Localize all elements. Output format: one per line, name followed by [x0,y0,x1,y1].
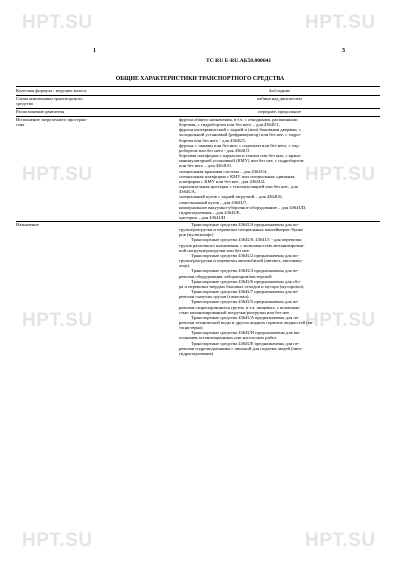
row-value: переднее, продольное [258,109,301,114]
purpose-line: гидроподъемник) [179,350,214,356]
purpose-line: стью механизированной погрузки/разгрузки или без нее. [179,309,291,315]
purpose-paragraph [179,222,380,237]
row-label: Назначение [16,222,39,227]
purpose-line: ревозки скоропортящихся грузов, в т.ч. пищевых, с возможно- [179,304,301,310]
purpose-paragraph [179,237,380,252]
row-value-paragraphs [179,222,380,356]
body-type-line: бортовая платформа с каркасом и тентом или без них, с крано- [179,153,302,159]
row-label: Расположение двигателя [16,109,65,114]
purpose-line: грузки/разгрузки и перевозки автомобилей (автовоз, автоэваку- [179,258,304,264]
body-type-line: 4364UA, [179,189,196,195]
purpose-line: грузов различного назначения, с возможностью механизирован- [179,242,305,248]
purpose-line: Транспортные средства 4364U4 предназначены для по- [191,222,300,227]
row-label: Исполнение загрузочного простран- ства [16,117,88,128]
body-type-line: фургон изотермический с задней и (или) боковыми дверями, с [179,127,301,133]
watermark: HPT.SU [305,164,376,185]
purpose-line: Транспортные средства 4364UH предназначены для вы- [191,330,301,336]
body-type-line: или без него – для 4364U0, [179,163,232,169]
body-type-line: бортом или без него - для 4364U5, [179,137,247,143]
body-type-line: фургон общего назначения, в т.ч. с откидными, распашными [179,117,298,122]
body-type-line: манипуляторной установкой (КМУ) или без нее, с гидробортом [179,158,304,164]
purpose-line: ров (мультилифт) [179,232,214,238]
purpose-line: тоцистерна) [179,325,203,331]
purpose-paragraph [179,299,380,314]
purpose-line: ра и перевозки твердых бытовых отходов и мусора (мусоровоз). [179,283,305,289]
body-type-line: платформа с КМУ или без нее– для 4364U2, [179,178,266,184]
purpose-paragraph [179,279,380,289]
watermark: HPT.SU [305,530,376,551]
purpose-line: атор). [179,263,191,269]
body-type-line: специальная крановая система – для 4364U4, [179,168,268,174]
body-type-line: робортом или без него - для 4364U3 [179,147,250,153]
purpose-line: ревозки сыпучих грузов (самосвал). [179,294,250,300]
purpose-line: Транспортные средства 4364U2 предназначены для по- [191,252,300,258]
row-value: кабина над двигателем [257,96,302,101]
purpose-line: ревозки оборудования лаборатории/мастерской [179,273,272,279]
watermark: HPT.SU [22,310,93,331]
purpose-paragraph [179,330,380,340]
purpose-paragraph [179,289,380,299]
purpose-line: ной погрузки/разгрузки или без нее. [179,247,250,253]
purpose-line: полнения ассенизационных или илососных работ. [179,335,278,341]
body-type-line: коммунальное вакуумно-уборочное оборудование – для 4364UD, [179,204,307,210]
purpose-line: Транспортные средства 4364UA предназначены для пе- [191,314,300,320]
purpose-line: ревозки гидроподъемника с люлькой для подъема людей (авто- [179,345,303,351]
body-type-line: холодильной установкой (рефрижератор) или без нее, с гидро- [179,132,302,138]
body-type-line: бортами, с гидробортом или без него – для 4364U1, [179,122,280,128]
purpose-line: Транспортные средства 4364U7 предназначены для пе- [191,289,299,295]
page-number-right: 3 [342,48,345,54]
purpose-line: Транспортные средства 4364UE предназначены для пе- [191,340,300,346]
body-type-line: гидроподъемник – для 4364UE, [179,209,241,215]
purpose-paragraph [179,315,380,330]
watermark: HPT.SU [22,530,93,551]
row-value-list [179,117,380,220]
purpose-line: Транспортные средства 4364U3 предназначены для пе- [191,268,299,274]
row-label: Схема компоновки транспортного средства [16,96,83,107]
row-value: 4x2/задние [268,88,291,93]
purpose-line: Транспортные средства 4364U0, 4364U1 - для перевозки [191,237,302,243]
table-top-rule [16,86,380,87]
purpose-paragraph [179,341,380,356]
body-type-line: специальная платформа с КМУ или специальная сдвижная [179,173,295,179]
watermark: HPT.SU [22,12,93,33]
page-number-left: 1 [93,48,96,54]
body-type-line: цистерна – для 4364UH [179,214,226,220]
purpose-line: Транспортные средства 4364U5 предназначены для пе- [191,299,299,305]
watermark: HPT.SU [305,12,376,33]
body-type-line: фургон, с окнами или без них, с сиденьем или без него, с гид- [179,142,300,148]
purpose-line: ревозки технической воды и других жидких горючих жидкостей (ав- [179,319,314,325]
purpose-paragraph [179,253,380,268]
certificate-number: ТС RU E-RU.АБ58.000641 [206,58,272,64]
watermark: HPT.SU [22,164,93,185]
body-type-line: самосвальный кузов – для 4364U7, [179,199,248,205]
purpose-paragraph [179,268,380,278]
watermark: HPT.SU [305,310,376,331]
purpose-line: грузки/разгрузки и перевозки специальных контейнеров /бунке [179,227,303,233]
body-type-line: специальный кузов с задней загрузкой – для 4364U6, [179,194,283,200]
body-type-line: горизонтальная цистерна с теплоизоляцией или без нее– для [179,184,298,190]
row-label: Колесная формула / ведущие колеса [16,88,87,93]
section-title: ОБЩИЕ ХАРАКТЕРИСТИКИ ТРАНСПОРТНОГО СРЕДСТВА [115,76,285,82]
purpose-line: Транспортные средства 4364U6 предназначены для сбо- [191,278,302,284]
